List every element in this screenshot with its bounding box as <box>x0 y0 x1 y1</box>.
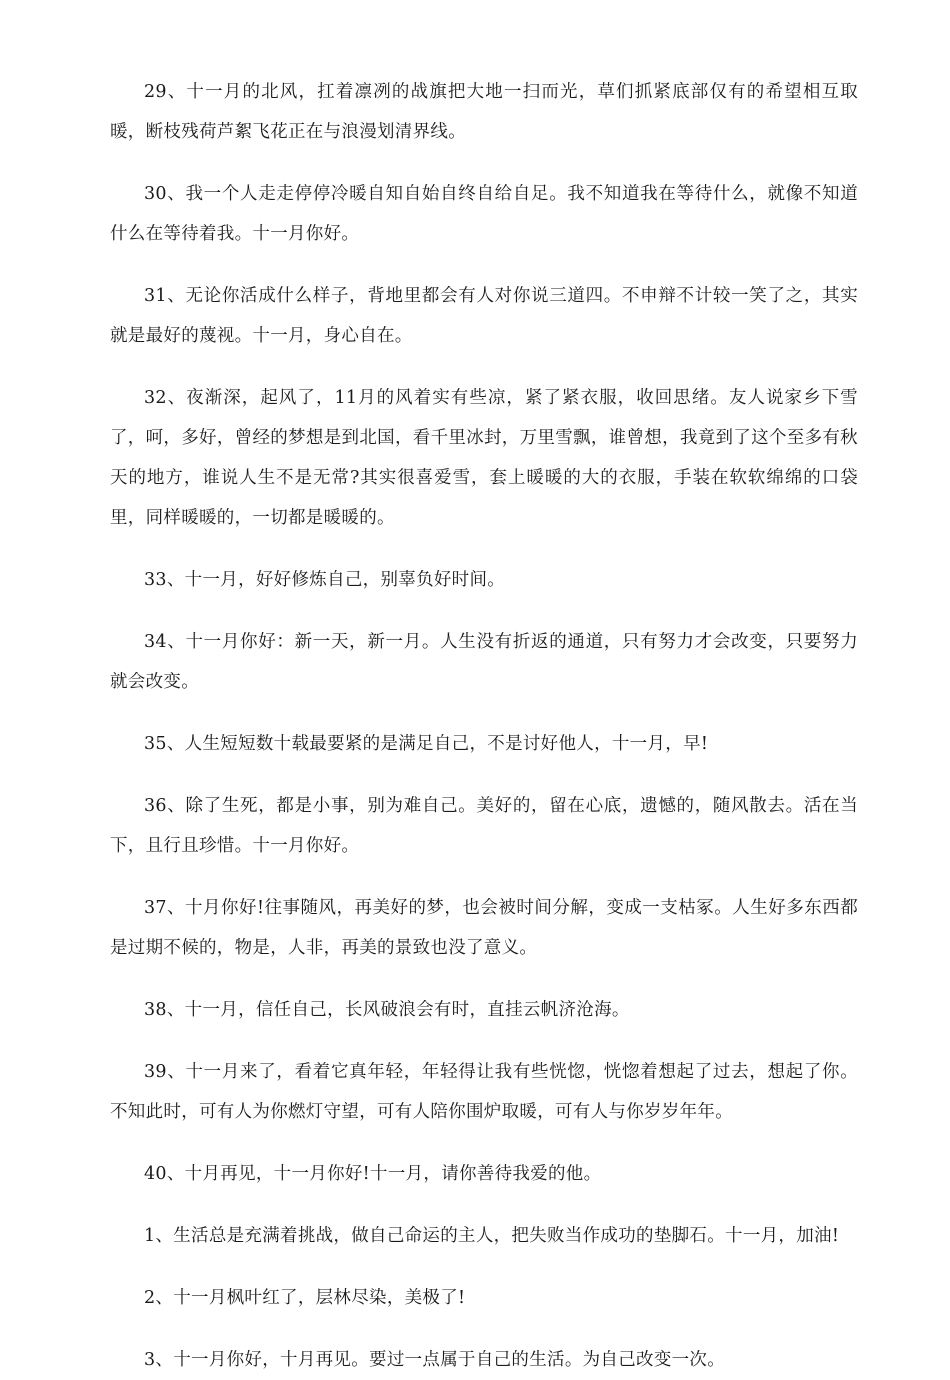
paragraph-39: 39、十一月来了，看着它真年轻，年轻得让我有些恍惚，恍惚着想起了过去，想起了你。不知此时，可有人为你燃灯守望，可有人陪你围炉取暖，可有人与你岁岁年年。 <box>110 1062 858 1122</box>
paragraph-29: 29、十一月的北风，扛着凛冽的战旗把大地一扫而光，草们抓紧底部仅有的希望相互取暖，断枝残荷芦絮飞花正在与浪漫划清界线。 <box>110 82 858 142</box>
paragraph-1: 1、生活总是充满着挑战，做自己命运的主人，把失败当作成功的垫脚石。十一月，加油! <box>144 1226 840 1246</box>
paragraph-34: 34、十一月你好：新一天，新一月。人生没有折返的通道，只有努力才会改变，只要努力就会改变。 <box>110 632 858 692</box>
paragraph-3: 3、十一月你好，十月再见。要过一点属于自己的生活。为自己改变一次。 <box>144 1350 726 1370</box>
paragraph-38: 38、十一月，信任自己，长风破浪会有时，直挂云帆济沧海。 <box>144 1000 630 1020</box>
paragraph-30: 30、我一个人走走停停冷暖自知自始自终自给自足。我不知道我在等待什么，就像不知道什么在等待着我。十一月你好。 <box>110 184 858 244</box>
paragraph-33: 33、十一月，好好修炼自己，别辜负好时间。 <box>144 570 506 590</box>
paragraph-35: 35、人生短短数十载最要紧的是满足自己，不是讨好他人，十一月，早! <box>144 734 709 754</box>
paragraph-37: 37、十月你好!往事随风，再美好的梦，也会被时间分解，变成一支枯冢。人生好多东西都是过期不候的，物是，人非，再美的景致也没了意义。 <box>110 898 858 958</box>
paragraph-36: 36、除了生死，都是小事，别为难自己。美好的，留在心底，遗憾的，随风散去。活在当下，且行且珍惜。十一月你好。 <box>110 796 858 856</box>
paragraph-31: 31、无论你活成什么样子，背地里都会有人对你说三道四。不申辩不计较一笑了之，其实就是最好的蔑视。十一月，身心自在。 <box>110 286 858 346</box>
paragraph-2: 2、十一月枫叶红了，层林尽染，美极了! <box>144 1288 466 1308</box>
paragraph-40: 40、十月再见，十一月你好!十一月，请你善待我爱的他。 <box>144 1164 602 1184</box>
paragraph-32: 32、夜渐深，起风了，11月的风着实有些凉，紧了紧衣服，收回思绪。友人说家乡下雪了，呵，多好，曾经的梦想是到北国，看千里冰封，万里雪飘，谁曾想，我竟到了这个至多有秋天的地方，谁说人生不是无常?其实很喜爱雪，套上暖暖的大的衣服，手装在软软绵绵的口袋里，同样暖暖的，一切都是暖暖的。 <box>110 388 858 528</box>
